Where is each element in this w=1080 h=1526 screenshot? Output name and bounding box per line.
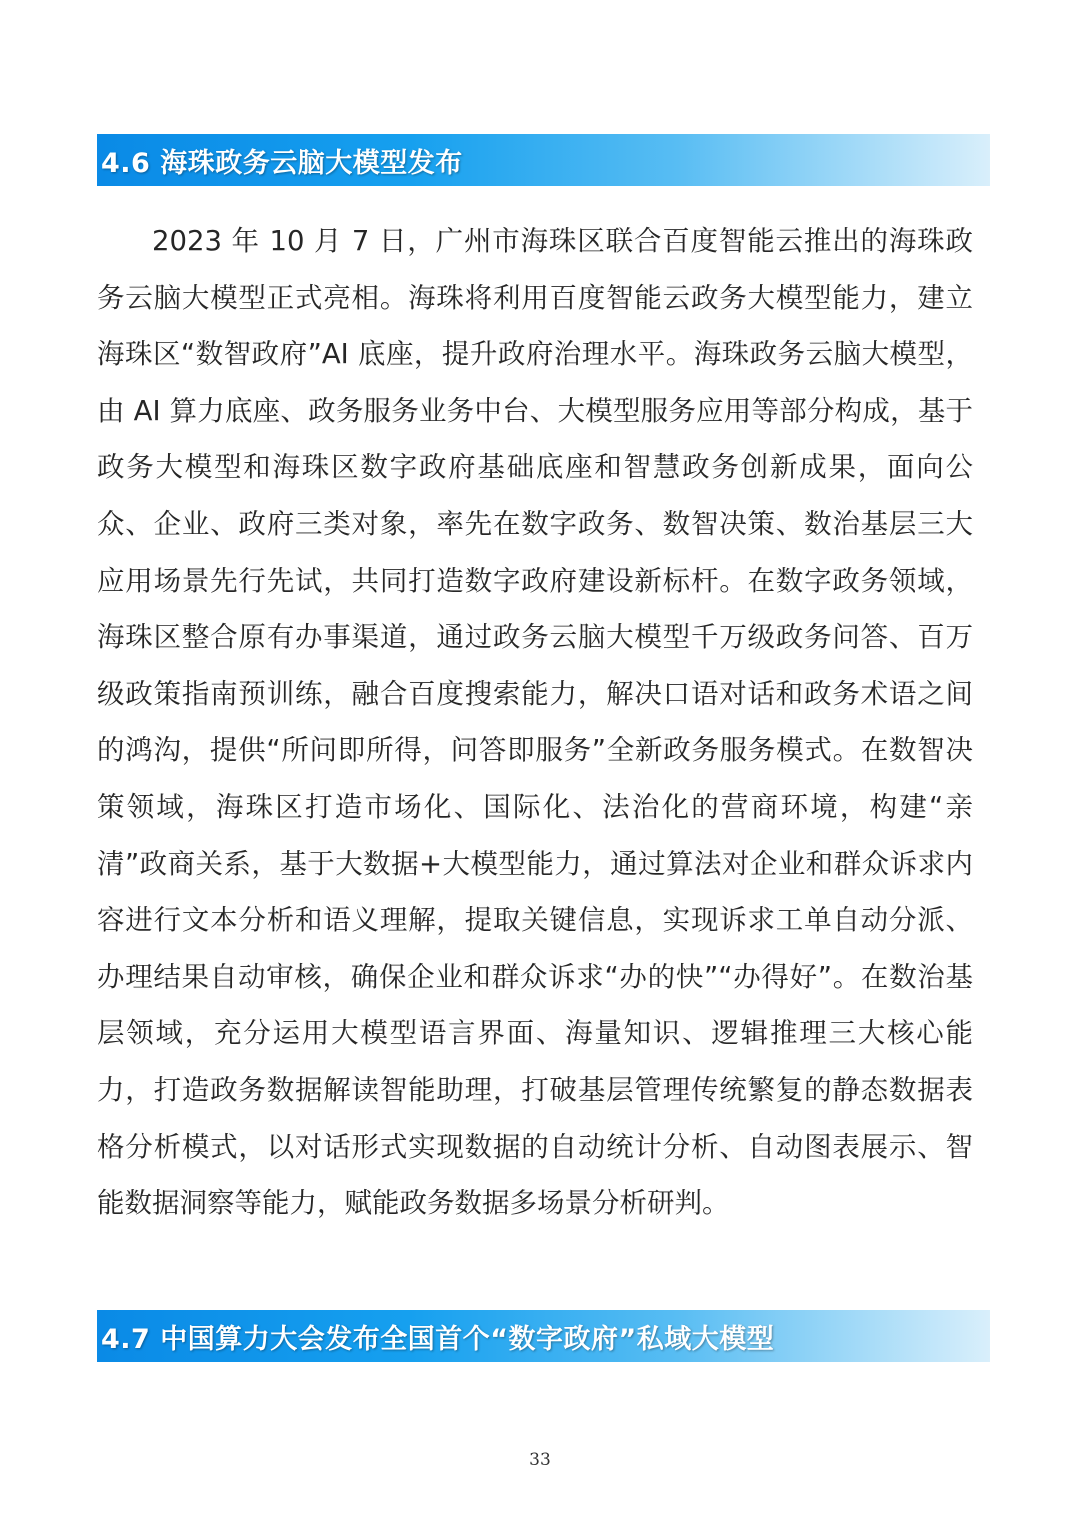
section-title-4-7: 4.7 中国算力大会发布全国首个“数字政府”私域大模型 — [101, 1323, 775, 1355]
body-paragraph: 2023 年 10 月 7 日，广州市海珠区联合百度智能云推出的海珠政务云脑大模型正式亮相。海珠将利用百度智能云政务大模型能力，建立海珠区“数智政府”AI 底座，提升政府治理水平。海珠政务云脑大模型，由 AI 算力底座、政务服务业务中台、大模型服务应用等部分构成，基于政务大模型和海珠区数字政府基础底座和智慧政务创新成果，面向公众、企业、政府三类对象，率先在数字政务、数智决策、数治基层三大应用场景先行先试，共同打造数字政府建设新标杆。在数字政务领域，海珠区整合原有办事渠道，通过政务云脑大模型千万级政务问答、百万级政策指南预训练，融合百度搜索能力，解决口语对话和政务术语之间的鸿沟，提供“所问即所得，问答即服务”全新政务服务模式。在数智决策领域，海珠区打造市场化、国际化、法治化的营商环境，构建“亲清”政商关系，基于大数据+大模型能力，通过算法对企业和群众诉求内容进行文本分析和语义理解，提取关键信息，实现诉求工单自动分派、办理结果自动审核，确保企业和群众诉求“办的快”“办得好”。在数治基层领域，充分运用大模型语言界面、海量知识、逻辑推理三大核心能力，打造政务数据解读智能助理，打破基层管理传统繁复的静态数据表格分析模式，以对话形式实现数据的自动统计分析、自动图表展示、智能数据洞察等能力，赋能政务数据多场景分析研判。 — [97, 225, 973, 1220]
section-header-4-6 — [97, 134, 990, 186]
section-title-4-6: 4.6 海珠政务云脑大模型发布 — [101, 147, 463, 179]
section-header-4-7 — [97, 1310, 990, 1362]
page-number: 33 — [529, 1450, 551, 1470]
